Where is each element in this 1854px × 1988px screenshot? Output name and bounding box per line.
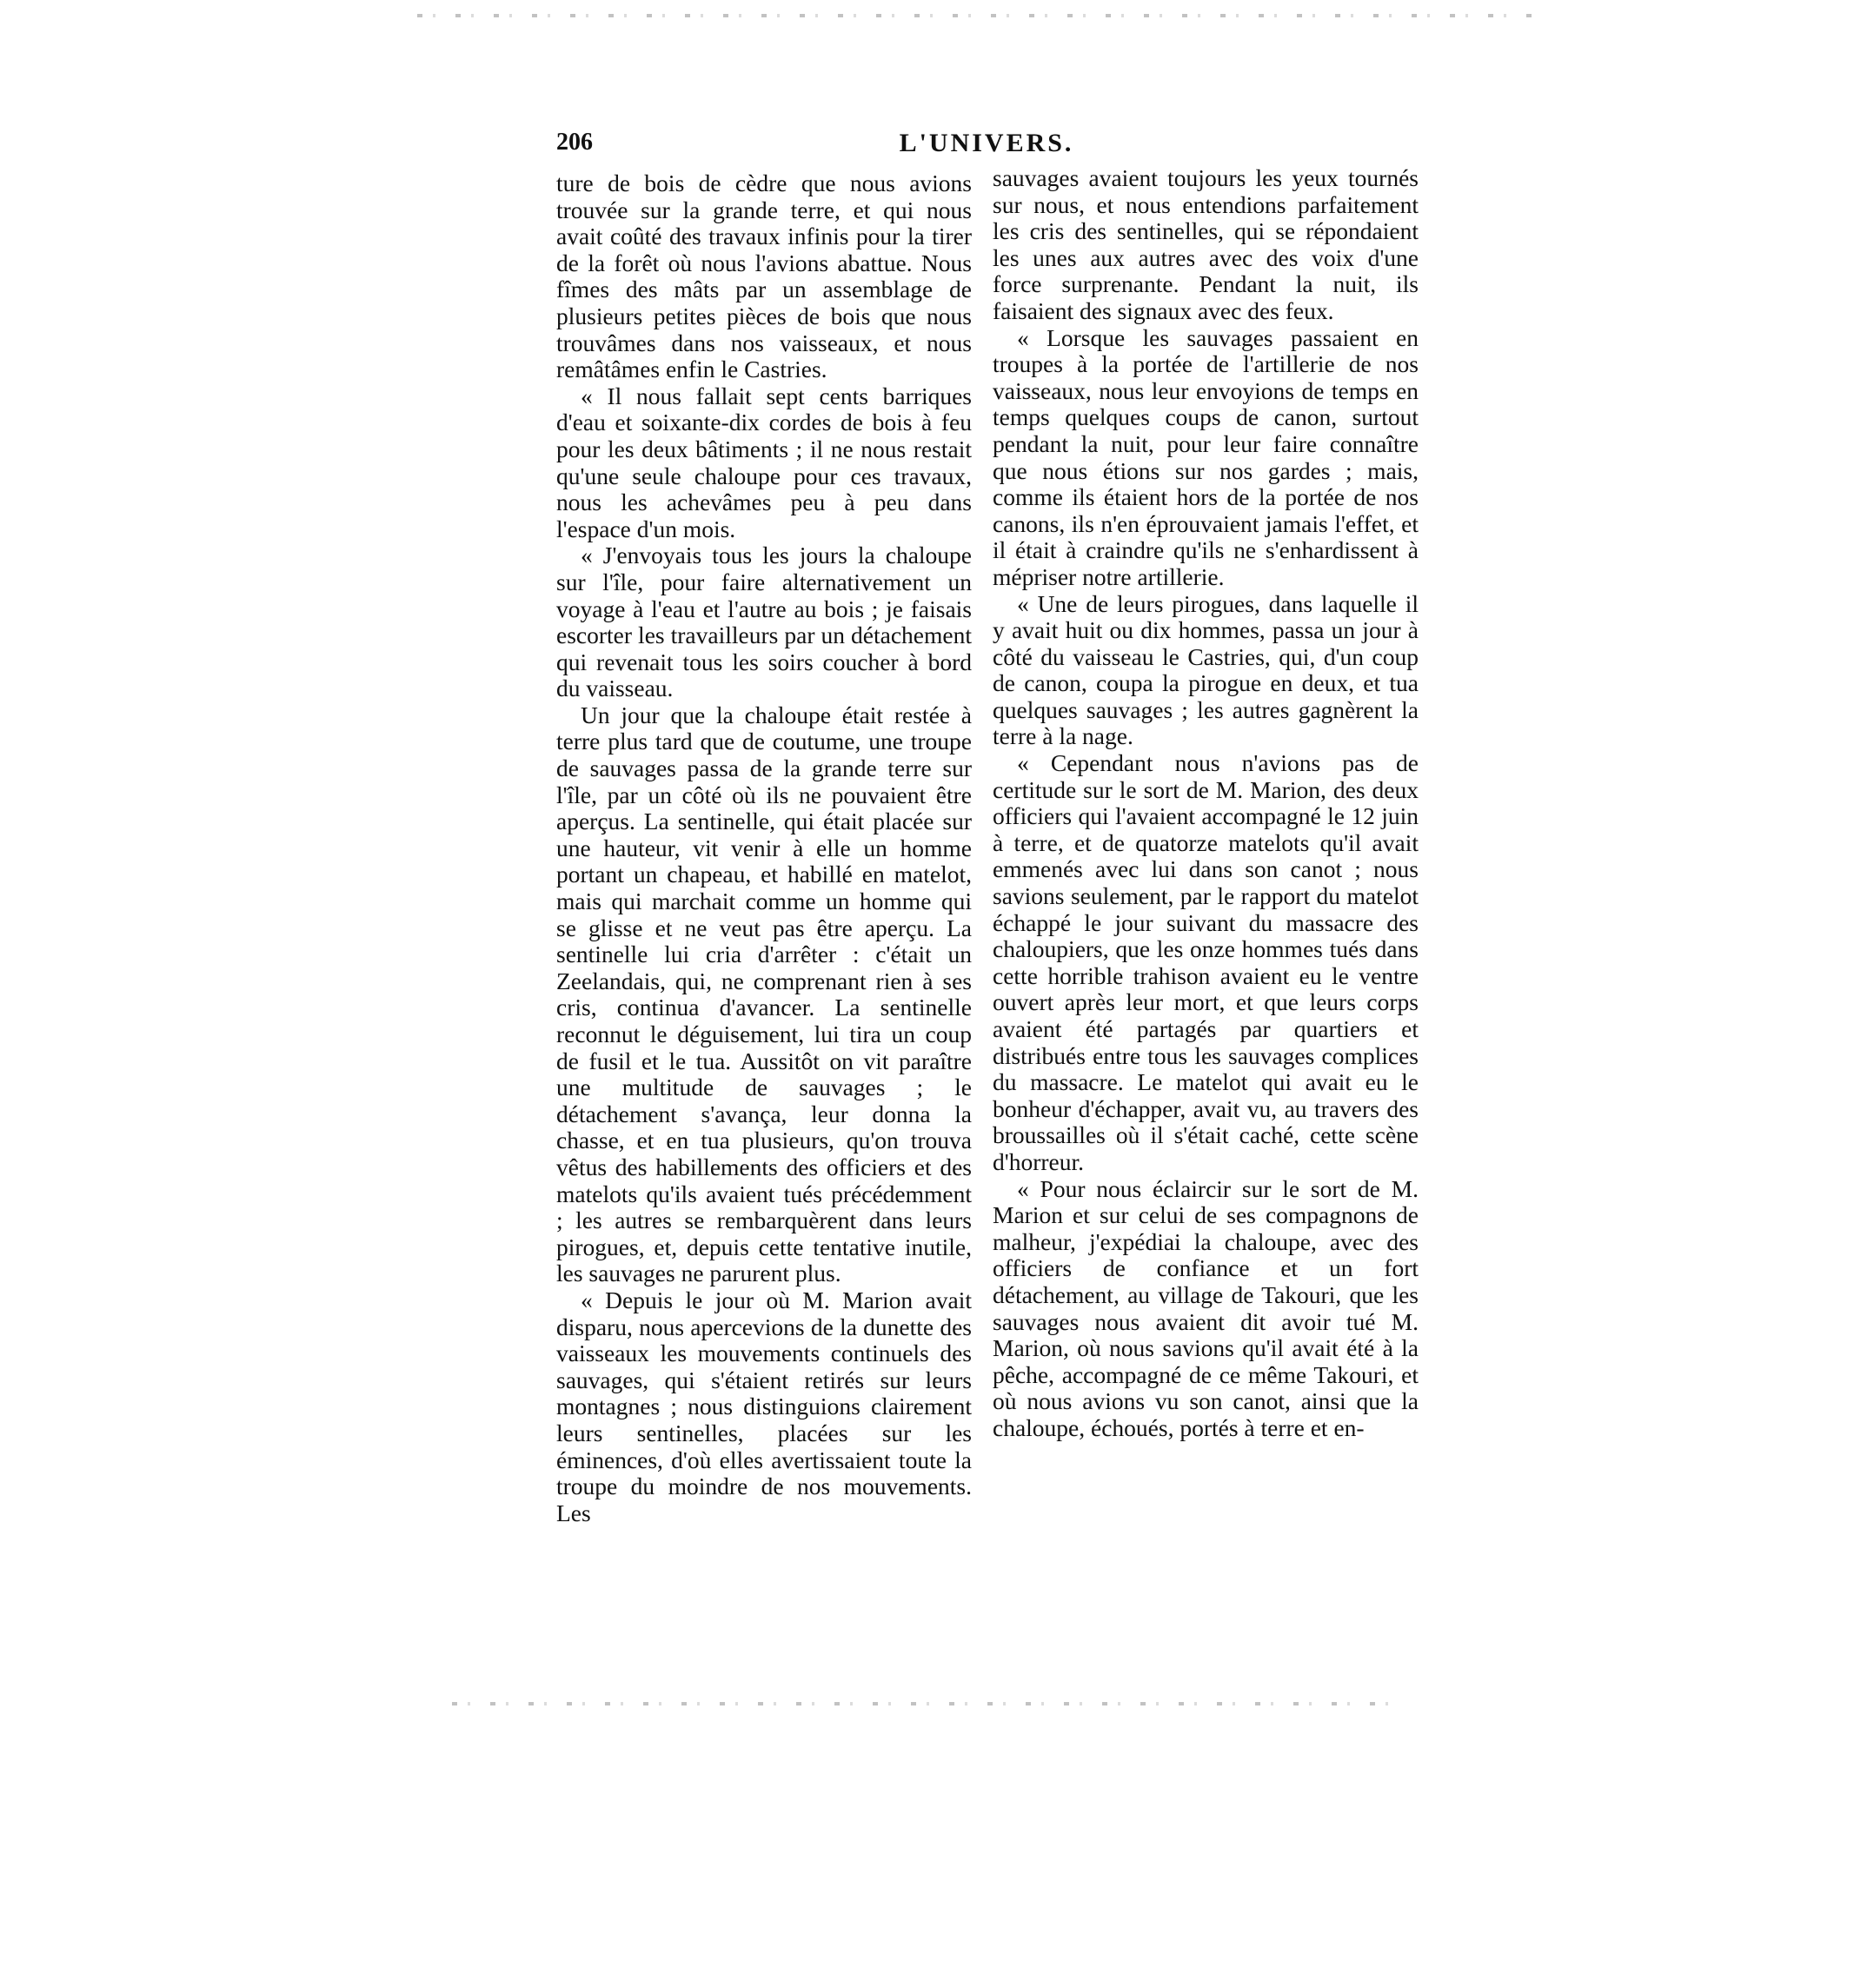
- scan-artifact-bottom: [452, 1702, 1408, 1705]
- paragraph: « Cependant nous n'avions pas de certitude sur le sort de M. Marion, des deux officiers qui l'avaient accompagné le 12 juin à terre, et de quatorze matelots qu'il avait emmenés avec lui dans son canot ; nous savions seulement, par le rapport du matelot échappé le jour suivant du massacre des chaloupiers, que les onze hommes tués dans cette horrible trahison avaient eu le ventre ouvert après leur mort, et que leurs corps avaient été partagés par quartiers et distribués entre tous les sauvages complices du massacre. Le matelot qui avait eu le bonheur d'échapper, avait vu, au travers des broussailles où il s'était caché, cette scène d'horreur.: [993, 749, 1419, 1175]
- scan-artifact-top: [417, 14, 1538, 17]
- paragraph: Un jour que la chaloupe était restée à terre plus tard que de coutume, une troupe de sauvages passa de la grande terre sur l'île, par un côté où ils ne pouvaient être aperçus. La sentinelle, qui était placée sur une hauteur, vit venir à elle un homme portant un chapeau, et habillé en matelot, mais qui marchait comme un homme qui se glisse et ne veut pas être aperçu. La sentinelle lui cria d'arrêter : c'était un Zeelandais, qui, ne comprenant rien à ses cris, continua d'avancer. La sentinelle reconnut le déguisement, lui tira un coup de fusil et le tua. Aussitôt on vit paraître une multitude de sauvages ; le détachement s'avança, leur donna la chasse, et en tua plusieurs, qu'on trouva vêtus des habillements des officiers et des matelots qu'ils avaient tués précédemment ; les autres se rembarquèrent dans leurs pirogues, et, depuis cette tentative inutile, les sauvages ne parurent plus.: [556, 701, 972, 1287]
- running-title: L'UNIVERS.: [899, 129, 1074, 157]
- paragraph: « Depuis le jour où M. Marion avait disparu, nous apercevions de la dunette des vaisseaux les mouvements continuels des sauvages, qui s'étaient retirés sur leurs montagnes ; nous distinguions clairement leurs sentinelles, placées sur les éminences, d'où elles avertissaient toute la troupe du moindre de nos mouvements. Les: [556, 1286, 972, 1526]
- paragraph: « Pour nous éclaircir sur le sort de M. Marion et sur celui de ses compagnons de malheur, j'expédiai la chaloupe, avec des officiers de confiance et un fort détachement, au village de Takouri, que les sauvages nous avaient dit avoir tué M. Marion, où nous savions qu'il avait été à la pêche, accompagné de ce même Takouri, et où nous avions vu son canot, ainsi que la chaloupe, échoués, portés à terre et en-: [993, 1174, 1419, 1441]
- paragraph: ture de bois de cèdre que nous avions trouvée sur la grande terre, et qui nous avait coûté des travaux infinis pour la tirer de la forêt où nous l'avions abattue. Nous fîmes des mâts par un assemblage de plusieurs petites pièces de bois que nous trouvâmes dans nos vaisseaux, et nous remâtâmes enfin le Castries.: [556, 170, 972, 383]
- paragraph: « Lorsque les sauvages passaient en troupes à la portée de l'artillerie de nos vaisseaux, nous leur envoyions de temps en temps quelques coups de canon, surtout pendant la nuit, pour leur faire connaître que nous étions sur nos gardes ; mais, comme ils étaient hors de la portée de nos canons, ils n'en éprouvaient jamais l'effet, et il était à craindre qu'ils ne s'enhardissent à mépriser notre artillerie.: [993, 323, 1419, 590]
- page-number: 206: [556, 129, 593, 156]
- left-column: [556, 170, 972, 1526]
- paragraph: « J'envoyais tous les jours la chaloupe sur l'île, pour faire alternativement un voyage à l'eau et l'autre au bois ; je faisais escorter les travailleurs par un détachement qui revenait tous les soirs coucher à bord du vaisseau.: [556, 542, 972, 702]
- paragraph: « Une de leurs pirogues, dans laquelle il y avait huit ou dix hommes, passa un jour à côté du vaisseau le Castries, qui, d'un coup de canon, coupa la pirogue en deux, et tua quelques sauvages ; les autres gagnèrent la terre à la nage.: [993, 589, 1419, 750]
- paragraph: « Il nous fallait sept cents barriques d'eau et soixante-dix cordes de bois à feu pour les deux bâtiments ; il ne nous restait qu'une seule chaloupe pour ces travaux, nous les achevâmes peu à peu dans l'espace d'un mois.: [556, 382, 972, 542]
- paragraph: sauvages avaient toujours les yeux tournés sur nous, et nous entendions parfaitement les cris des sentinelles, qui se répondaient les unes aux autres avec des voix d'une force surprenante. Pendant la nuit, ils faisaient des signaux avec des feux.: [993, 164, 1419, 324]
- page-header: [556, 129, 1417, 163]
- right-column: [993, 165, 1419, 1442]
